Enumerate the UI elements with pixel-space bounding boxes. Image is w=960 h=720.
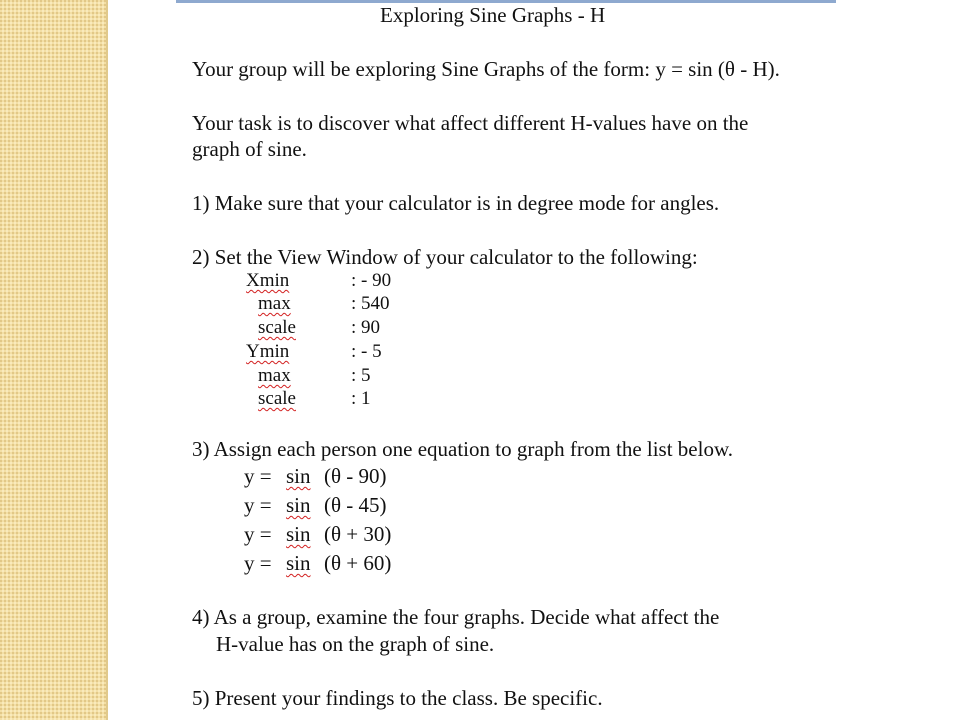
step-4-line-2: H-value has on the graph of sine. [216,632,495,656]
step-5: 5) Present your findings to the class. Be specific. [192,686,603,710]
equation-argument: (θ - 45) [324,493,387,517]
task-line-2: graph of sine. [192,137,307,161]
setting-name: Ymin [246,341,290,362]
equation-argument: (θ - 90) [324,464,387,488]
setting-name: max [258,365,291,386]
setting-value: : 1 [351,388,371,409]
decorative-side-strip [0,0,106,720]
equation-function: sin [286,464,311,488]
equation-function: sin [286,493,311,517]
equation-lhs: y = [244,551,272,575]
equation-lhs: y = [244,464,272,488]
setting-value: : 5 [351,365,371,386]
setting-name: scale [258,388,296,409]
intro-line [192,56,780,82]
step-3: 3) Assign each person one equation to graph from the list below. [192,437,734,461]
equation-argument: (θ + 30) [324,522,392,546]
step-4-line-1: 4) As a group, examine the four graphs. Decide what affect the [192,605,720,629]
setting-name: max [258,293,291,314]
side-strip-edge [106,0,108,720]
setting-value: : 540 [351,293,390,314]
setting-value: : - 90 [351,270,392,291]
equation-function: sin [286,551,311,575]
equation-lhs: y = [244,493,272,517]
document-title: Exploring Sine Graphs - H [380,3,606,27]
equation-lhs: y = [244,522,272,546]
intro-text: Your group will be exploring Sine Graphs of the form: [192,57,651,81]
setting-name: Xmin [246,270,290,291]
equation-function: sin [286,522,311,546]
task-line-1: Your task is to discover what affect different H-values have on the [192,111,749,135]
setting-value: : - 5 [351,341,382,362]
intro-formula: y = sin (θ - H). [655,57,780,81]
equation-argument: (θ + 60) [324,551,392,575]
setting-name: scale [258,317,296,338]
step-1: 1) Make sure that your calculator is in degree mode for angles. [192,191,720,215]
step-2: 2) Set the View Window of your calculator to the following: [192,245,698,269]
setting-value: : 90 [351,317,381,338]
